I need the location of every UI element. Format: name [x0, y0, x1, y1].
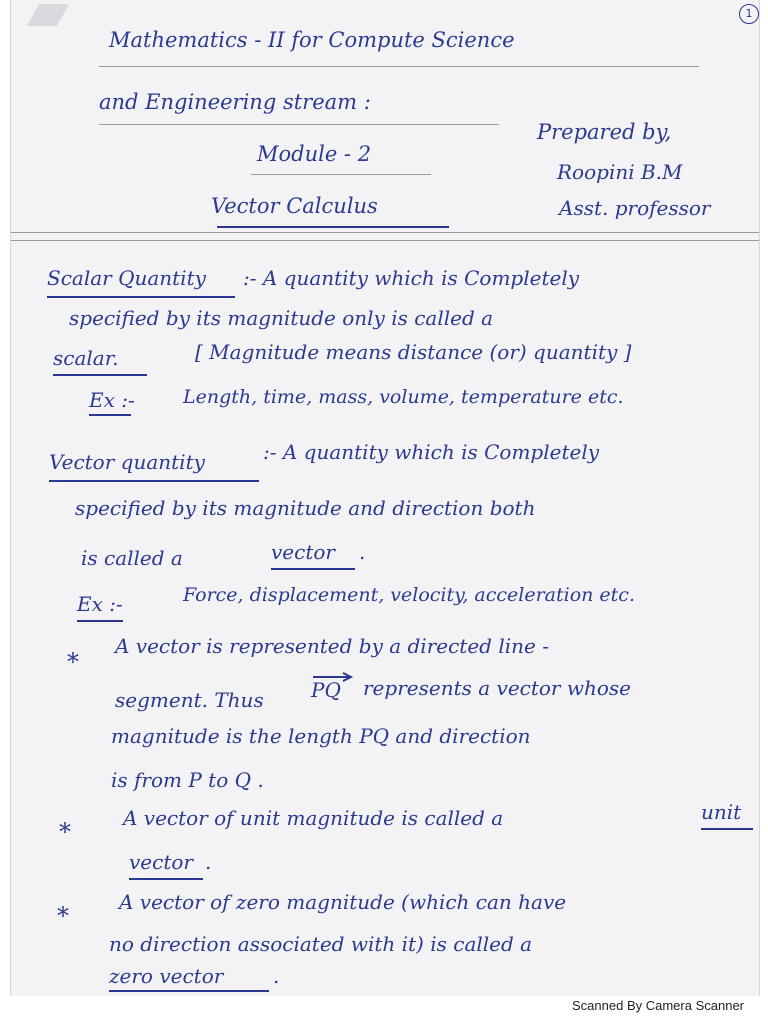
topic-underline — [217, 226, 449, 228]
vector-arrow-icon — [311, 672, 355, 682]
note-2-vector-word: vector — [129, 850, 193, 874]
scalar-definition-line-3: [ Magnitude means distance (or) quantity ] — [195, 340, 632, 364]
vector-definition-line-3-pre: is called a — [81, 546, 183, 570]
ruled-line — [99, 124, 499, 125]
note-3-zero-vector: zero vector — [109, 964, 224, 988]
vector-definition-line-1: :- A quantity which is Completely — [263, 440, 600, 464]
scalar-definition-line-2: specified by its magnitude only is called a — [69, 306, 494, 330]
page-number: 1 — [739, 4, 759, 24]
ruled-line — [99, 66, 699, 67]
note-2-unit-word: unit — [701, 800, 742, 824]
ruled-line — [251, 174, 431, 175]
scalar-term-underline — [47, 296, 235, 298]
vector-example-underline — [77, 620, 123, 622]
note-1-line-4: is from P to Q . — [111, 768, 264, 792]
note-1-pq-symbol: PQ — [311, 678, 341, 702]
note-3-line-1: A vector of zero magnitude (which can have — [119, 890, 567, 914]
vector-term: Vector quantity — [49, 450, 205, 474]
prepared-by-label: Prepared by, — [537, 120, 672, 144]
note-1-line-1: A vector is represented by a directed line - — [115, 634, 549, 658]
title-line-1: Mathematics - II for Compute Science — [109, 28, 515, 52]
scalar-word-underline — [53, 374, 147, 376]
author-name: Roopini B.M — [557, 160, 683, 184]
note-3-dot: . — [273, 964, 280, 988]
scalar-example-text: Length, time, mass, volume, temperature etc. — [183, 386, 624, 408]
separator-line — [11, 232, 759, 233]
notebook-page — [10, 0, 760, 996]
bullet-star: * — [57, 902, 69, 930]
note-1-line-3: magnitude is the length PQ and direction — [111, 724, 531, 748]
module-title: Module - 2 — [257, 142, 372, 166]
vector-word: vector — [271, 540, 335, 564]
unit-word-underline — [701, 828, 753, 830]
scalar-example-label: Ex :- — [89, 388, 135, 412]
title-line-2: and Engineering stream : — [99, 90, 371, 114]
scalar-example-underline — [89, 414, 131, 416]
note-3-line-2: no direction associated with it) is called a — [109, 932, 533, 956]
separator-line — [11, 240, 759, 241]
bullet-star: * — [67, 648, 79, 676]
vector-word-underline — [271, 568, 355, 570]
vector-definition-line-2: specified by its magnitude and direction both — [75, 496, 536, 520]
vector-example-text: Force, displacement, velocity, acceleration etc. — [183, 584, 635, 606]
note-2-line-1: A vector of unit magnitude is called a — [123, 806, 504, 830]
vector-word-underline — [129, 878, 203, 880]
vector-term-underline — [49, 480, 259, 482]
author-designation: Asst. professor — [559, 196, 711, 220]
scalar-definition-line-1: :- A quantity which is Completely — [243, 266, 580, 290]
note-1-line-2-pre: segment. Thus — [115, 688, 264, 712]
vector-example-label: Ex :- — [77, 592, 123, 616]
scanner-watermark: Scanned By Camera Scanner — [572, 998, 744, 1013]
scalar-term: Scalar Quantity — [47, 266, 206, 290]
bullet-star: * — [59, 818, 71, 846]
note-2-dot: . — [205, 850, 212, 874]
topic-title: Vector Calculus — [211, 194, 378, 218]
zero-vector-underline — [109, 990, 269, 992]
note-1-line-2-post: represents a vector whose — [363, 676, 631, 700]
scalar-word: scalar. — [53, 346, 119, 370]
page-corner-fold — [27, 4, 70, 26]
vector-definition-line-3-post: . — [359, 540, 366, 564]
